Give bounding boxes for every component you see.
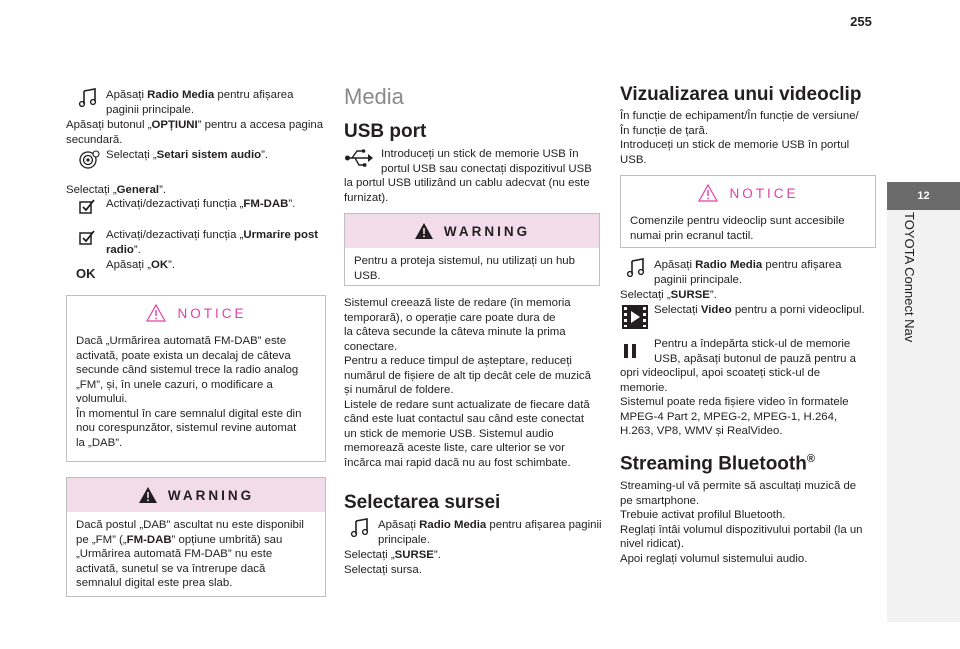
chapter-tab-number[interactable]: 12 [887, 182, 960, 210]
video-step-3: Selectați Video pentru a porni videoclipul. [620, 303, 876, 331]
music-note-icon [350, 518, 378, 547]
notice-title: NOTICE [729, 185, 799, 201]
warning-triangle-icon [697, 183, 719, 203]
warning-triangle-icon [414, 222, 434, 240]
usb-icon [344, 147, 381, 176]
step-follow-station: Activați/dezactivați funcția „Urmarire post radio”. [78, 228, 328, 257]
section-heading-bluetooth: Streaming Bluetooth® [620, 453, 815, 475]
video-film-icon [620, 303, 654, 331]
ok-icon: OK [76, 266, 96, 281]
checkbox-icon [78, 228, 106, 257]
section-heading-media: Media [344, 84, 404, 109]
pause-icon [622, 337, 654, 366]
usb-intro-cont: la portul USB utilizând un cablu adecvat (nu este furnizat). [344, 177, 590, 204]
warning-box-usb-hub: WARNING Pentru a proteja sistemul, nu utilizați un hub USB. [344, 213, 600, 286]
source-step-1: Apăsați Radio Media pentru afișarea paginii principale. [350, 518, 602, 547]
notice-box-fm-dab: NOTICE Dacă „Urmărirea automată FM-DAB” este activată, poate exista un decalaj de câteva secunde când sistemul trece la radio analog „FM”, și, în unele cazuri, o modificare a volumului. În momentul în care semnalul digital este din nou corespunzător, sistemul revine automat la „DAB”. [66, 295, 326, 462]
video-formats: opri videoclipul, apoi scoateți stick-ul de memorie. Sistemul poate reda fișiere video în formatele MPEG-4 Part 2, MPEG-2, MPEG-1, H.264, H.263, VP8, WMV și RealVideo. [620, 367, 849, 437]
warning-title: WARNING [443, 223, 531, 239]
notice-title: NOTICE [177, 305, 247, 321]
warning-title: WARNING [167, 487, 255, 503]
page-number: 255 [850, 14, 872, 29]
video-intro: În funcție de echipament/În funcție de versiune/ În funcție de țară. Introduceți un stick de memorie USB în portul USB. [620, 110, 859, 166]
warning-triangle-icon [138, 486, 158, 504]
video-step-2: Selectați „SURSE”. [620, 289, 717, 301]
usb-intro: Introduceți un stick de memorie USB în portul USB sau conectați dispozitivul USB [344, 147, 602, 176]
warning-box-dab: WARNING Dacă postul „DAB” ascultat nu este disponibil pe „FM” („FM-DAB” opțiune umbrită) sau „Urmărirea automată FM-DAB” nu este activată, sunetul se va întrerupe dacă semnalul digital este prea slab. [66, 477, 326, 597]
checkbox-icon [78, 197, 106, 215]
section-heading-source: Selectarea sursei [344, 492, 501, 513]
warning-triangle-icon [145, 303, 167, 323]
step-fm-dab: Activați/dezactivați funcția „FM-DAB”. [78, 197, 328, 215]
section-heading-video: Vizualizarea unui videoclip [620, 84, 862, 105]
video-step-1: Apăsați Radio Media pentru afișarea paginii principale. [626, 258, 876, 287]
step-options: Apăsați butonul „OPȚIUNI” pentru a accesa pagina secundară. [66, 119, 324, 146]
chapter-tab-title: TOYOTA Connect Nav [902, 212, 917, 343]
video-step-4: Pentru a îndepărta stick-ul de memorie USB, apăsați butonul de pauză pentru a [622, 337, 876, 366]
bluetooth-paragraph: Streaming-ul vă permite să ascultați muzică de pe smartphone. Trebuie activat profilul Bluetooth. Reglați întâi volumul dispozitivului portabil (la un nivel ridicat). Apoi reglați volumul sistemului audio. [620, 480, 863, 565]
step-radio-media: Apăsați Radio Media pentru afișarea paginii principale. [78, 88, 328, 117]
step-audio-settings: Selectați „Setari sistem audio”. [78, 148, 328, 172]
playlist-paragraph: Sistemul creează liste de redare (în memoria temporară), o operație care poate dura de la câteva secunde la câteva minute la prima conectare. Pentru a reduce timpul de așteptare, reduceți numărul de fișiere de alt tip decât cele de muzică și numărul de foldere. Listele de redare sunt actualizate de fiecare dată când este luat contactul sau când este conectat un stick de memorie USB. Sistemul audio memorează aceste liste, care ulterior se vor încărca mai rapid dacă nu au fost schimbate. [344, 297, 591, 469]
step-ok: OK Apăsați „OK”. [76, 259, 176, 281]
audio-settings-icon [78, 148, 106, 172]
source-step-2: Selectați „SURSE”. Selectați sursa. [344, 549, 441, 576]
step-general: Selectați „General”. [66, 184, 167, 196]
notice-box-video: NOTICE Comenzile pentru videoclip sunt accesibile numai prin ecranul tactil. [620, 175, 876, 248]
music-note-icon [626, 258, 654, 287]
music-note-icon [78, 88, 106, 117]
section-heading-usb: USB port [344, 121, 427, 142]
